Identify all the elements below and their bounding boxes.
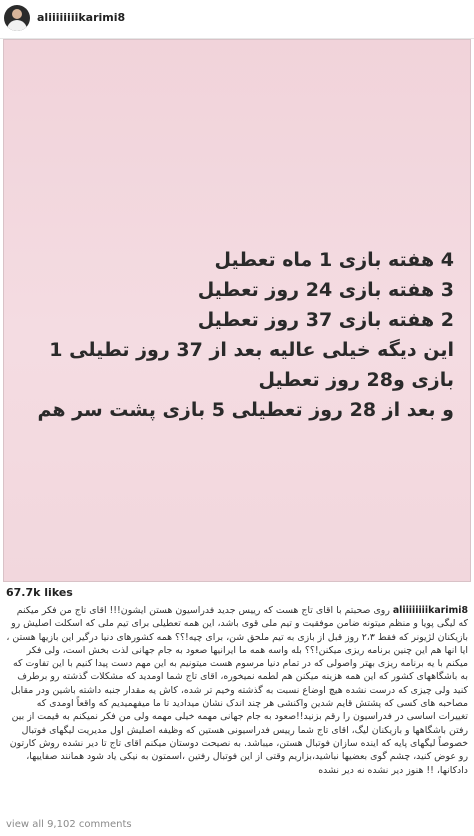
image-text-line: و بعد از 28 روز تعطیلی 5 بازی پشت سر هم (37, 399, 454, 421)
image-text-line: 2 هفته بازی 37 روز تعطیل (197, 309, 454, 331)
post-caption (6, 604, 468, 777)
avatar-shirt (7, 20, 27, 31)
post-image (3, 39, 471, 582)
likes-count[interactable]: 67.7k likes (6, 586, 73, 599)
caption-username-link[interactable]: aliiiiiiiikarimi8 (392, 605, 468, 616)
image-text-line: این دیگه خیلی عالیه بعد از 37 روز تطیلی 1 بازی و28 روز تعطیل (49, 339, 454, 391)
username-link[interactable]: aliiiiiiiikarimi8 (37, 11, 126, 24)
image-text-line: 4 هفته بازی 1 ماه تعطیل (214, 249, 454, 271)
view-comments-link[interactable]: view all 9,102 comments (6, 819, 132, 830)
image-text-block (14, 245, 454, 425)
avatar-face (12, 9, 22, 19)
post-header (0, 0, 474, 39)
avatar[interactable] (4, 5, 30, 31)
image-text-line: 3 هفته بازی 24 روز تعطیل (197, 279, 454, 301)
caption-text: روی صحبتم با اقای تاج هست که رییس جدید فدراسیون هستن ایشون!!! اقای تاج من فکر میکنم که لیگی پویا و منظم میتونه ضامن موفقیت و تیم ملی قوی باشد، این همه تعطیلی برای تیم ملی که اسکلت اصلیش رو بازیکنان لژیونر که فقط ۲،۳ روز قبل از بازی به تیم ملحق شن، برای چیه!؟؟ همه کشورهای دنیا درگیر این بازیها هستن ، ایا انها هم این چنین برنامه ریزی میکنن!؟؟ بله واسه همه ما ایرانیها صعود به جام جهانی لذت بخش است، ولی فکر میکنم با یه برنامه ریزی بهتر واصولی که در تمام دنیا مرسوم هست میتونیم به این مهم دست پیدا کنیم با این تفاوت که به باشگاههای کشور که این همه هزینه میکنن هم لطمه نمیخوره، اقای تاج شما اومدید که مشکلات گذشته رو برطرف کنید ولی چیزی که درست نشده هیچ اوضاع نسبت به گذشته وخیم تر شده، کاش یه مقدار جنبه داشته باشین ودر مقابل مصاحبه های کسی که پشتش قایم شدین واکنشی هر چند اندک نشان میدادید تا ما میفهمیدیم که واقعاً اومدی که تغییرات اساسی در فدراسیون را رقم بزنید!!صعود به جام جهانی مهمه خیلی مهمه ولی من فکر نمیکنم به قیمت از بین رفتن باشگاهها و بازیکنان لیگ، اقای تاج شما رییس فدراسیونی هستین که وظیفه اصلیش اول مدیریت لیگهای فوتبال خصوصاً لیگهای پایه که اینده سازان فوتبال هستن، میباشد. به نصیحت دوستان میکنم اقای تاج تا دیر نشده روش کارتون رو عوض کنید، چشم گوی بعضیها نباشید،بزاریم وقتی از این فوتبال رفتین ،اسمتون به نیکی یاد شود همانند صفاییها، دادکانها، !! هنوز دیر نشده نه دیر نشده (6, 605, 468, 776)
